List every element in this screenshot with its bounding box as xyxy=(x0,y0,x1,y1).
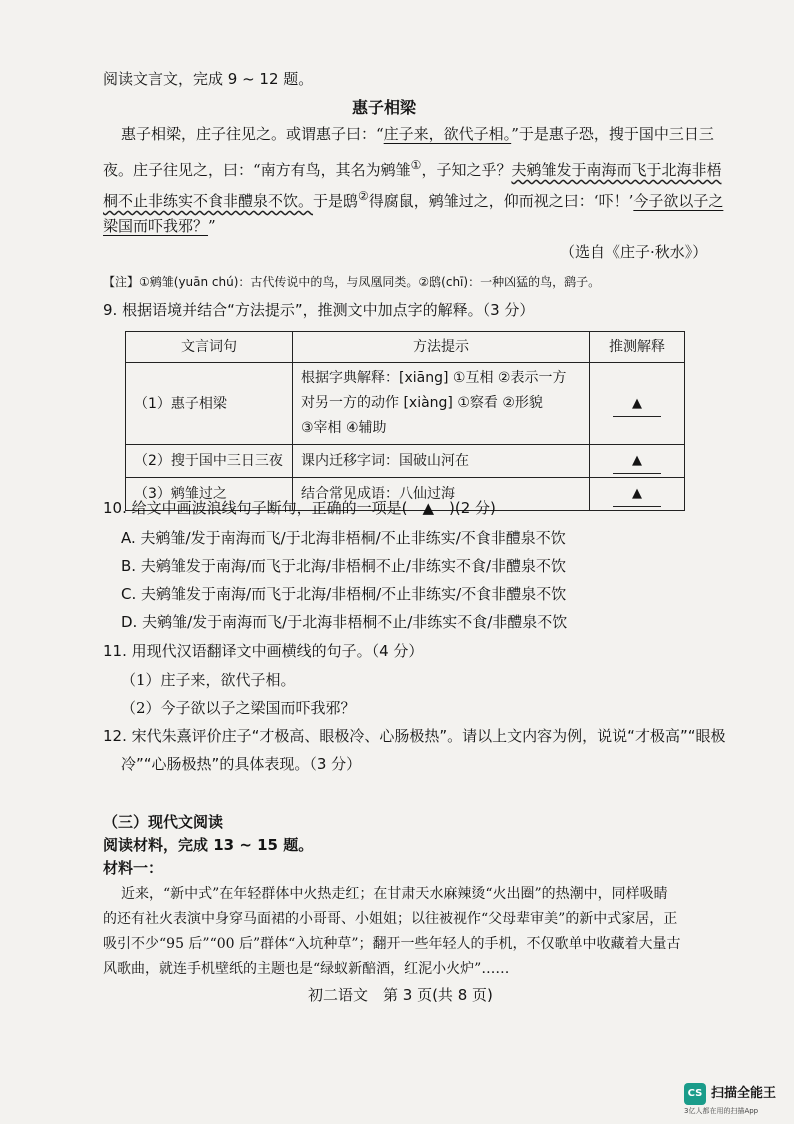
passage-text: 夜。庄子往见之，曰：“南方有鸟，其名为鹓雏 xyxy=(103,161,411,179)
scanner-brand-name: 扫描全能王 xyxy=(711,1086,777,1101)
phrase-cell: （1）惠子相梁 xyxy=(126,363,293,445)
wavy-sentence-cont: 桐不止非练实不食非醴泉不饮。 xyxy=(103,192,314,210)
table-header-row xyxy=(126,332,685,363)
answer-blank: ▲ xyxy=(613,482,661,507)
wavy-sentence: 夫鹓雏发于南海而飞于北海非梧 xyxy=(511,161,722,179)
q10-option-a[interactable]: A. 夫鹓雏/发于南海而飞/于北海非梧桐/不止非练实/不食非醴泉不饮 xyxy=(121,529,566,547)
hint-cell: 结合常见成语：八仙过海 xyxy=(293,478,590,511)
hint-line: ③宰相 ④辅助 xyxy=(301,420,387,436)
scanner-tagline: 3亿人都在用的扫描App xyxy=(684,1107,759,1115)
passage-text: ” xyxy=(208,217,216,235)
table-row xyxy=(126,445,685,478)
section-intro: 阅读材料，完成 13 ~ 15 题。 xyxy=(103,836,314,854)
q10-option-c[interactable]: C. 夫鹓雏发于南海/而飞于北海/非梧桐/不止非练实/不食非醴泉不饮 xyxy=(121,585,567,603)
passage-text: ”于是惠子恐，搜于国中三日三 xyxy=(511,125,714,143)
hint-cell: 课内迁移字词：国破山河在 xyxy=(293,445,590,478)
material-label: 材料一： xyxy=(103,859,164,877)
material-line-2: 的还有社火表演中身穿马面裙的小哥哥、小姐姐；以往被视作“父母辈审美”的新中式家居，正 xyxy=(103,911,678,927)
q9-table xyxy=(125,331,685,511)
q11-item-1: （1）庄子来，欲代子相。 xyxy=(121,671,296,689)
scanner-logo-icon: CS xyxy=(684,1083,706,1105)
q12-line-1: 12. 宋代朱熹评价庄子“才极高、眼极冷、心肠极热”。请以上文内容为例，说说“才极高”“眼极 xyxy=(103,727,726,745)
passage-text: ，子知之乎？ xyxy=(421,161,512,179)
passage-source: （选自《庄子·秋水》） xyxy=(560,243,708,261)
answer-cell[interactable] xyxy=(590,363,685,445)
table-header: 文言词句 xyxy=(126,332,293,363)
passage-line-1 xyxy=(121,124,714,144)
passage-text: 于是鸱 xyxy=(313,192,359,210)
passage-line-2 xyxy=(103,155,721,180)
answer-cell[interactable] xyxy=(590,445,685,478)
passage-text: 得腐鼠，鹓雏过之，仰而视之曰：‘吓！’ xyxy=(368,192,634,210)
q10-stem: 10. 给文中画波浪线句子断句，正确的一项是( ▲ )(2 分) xyxy=(103,499,496,517)
section-heading: （三）现代文阅读 xyxy=(103,813,224,831)
table-header: 推测解释 xyxy=(590,332,685,363)
q9-stem: 9. 根据语境并结合“方法提示”，推测文中加点字的解释。（3 分） xyxy=(103,301,535,319)
page-footer: 初二语文 第 3 页(共 8 页) xyxy=(308,986,493,1004)
answer-blank: ▲ xyxy=(613,449,661,474)
answer-blank: ▲ xyxy=(613,392,661,417)
passage-line-3 xyxy=(103,186,723,211)
material-line-3: 吸引不少“95 后”“00 后”群体“入坑种草”；翻开一些年轻人的手机，不仅歌单中收藏着大量古 xyxy=(103,936,681,952)
material-line-4: 风歌曲，就连手机壁纸的主题也是“绿蚁新醅酒，红泥小火炉”…… xyxy=(103,961,510,977)
underlined-sentence-1: 庄子来，欲代子相。 xyxy=(383,125,512,143)
footnote-marker-2: ② xyxy=(358,189,369,203)
q10-option-d[interactable]: D. 夫鹓雏/发于南海而飞/于北海非梧桐不止/非练实不食/非醴泉不饮 xyxy=(121,613,568,631)
reading-intro: 阅读文言文，完成 9 ~ 12 题。 xyxy=(103,70,314,88)
hint-line: 对另一方的动作 [xiàng] ①察看 ②形貌 xyxy=(301,395,543,411)
table-header: 方法提示 xyxy=(293,332,590,363)
q11-stem: 11. 用现代汉语翻译文中画横线的句子。（4 分） xyxy=(103,642,424,660)
hint-cell xyxy=(293,363,590,445)
answer-cell[interactable] xyxy=(590,478,685,511)
footnote-marker-1: ① xyxy=(410,158,422,172)
passage-text: 惠子相梁，庄子往见之。或谓惠子曰：“ xyxy=(121,125,384,143)
table-row xyxy=(126,363,685,445)
q12-line-2: 冷”“心肠极热”的具体表现。（3 分） xyxy=(121,755,362,773)
footnote: 【注】①鹓雏(yuān chú)：古代传说中的鸟，与凤凰同类。②鸱(chī)：一种凶猛的鸟，鹞子。 xyxy=(103,275,601,289)
phrase-cell: （2）搜于国中三日三夜 xyxy=(126,445,293,478)
q10-option-b[interactable]: B. 夫鹓雏发于南海/而飞于北海/非梧桐不止/非练实不食/非醴泉不饮 xyxy=(121,557,567,575)
underlined-sentence-2-cont: 梁国而吓我邪？ xyxy=(103,217,209,235)
passage-line-4 xyxy=(103,216,216,236)
material-line-1: 近来，“新中式”在年轻群体中火热走红；在甘肃天水麻辣烫“火出圈”的热潮中，同样吸睛 xyxy=(121,886,668,902)
underlined-sentence-2: 今子欲以子之 xyxy=(633,192,724,210)
passage-title: 惠子相梁 xyxy=(352,98,417,117)
hint-line: 根据字典解释：[xiāng] ①互相 ②表示一方 xyxy=(301,370,567,386)
q11-item-2: （2）今子欲以子之梁国而吓我邪？ xyxy=(121,699,356,717)
phrase-cell: （3）鹓雏过之 xyxy=(126,478,293,511)
